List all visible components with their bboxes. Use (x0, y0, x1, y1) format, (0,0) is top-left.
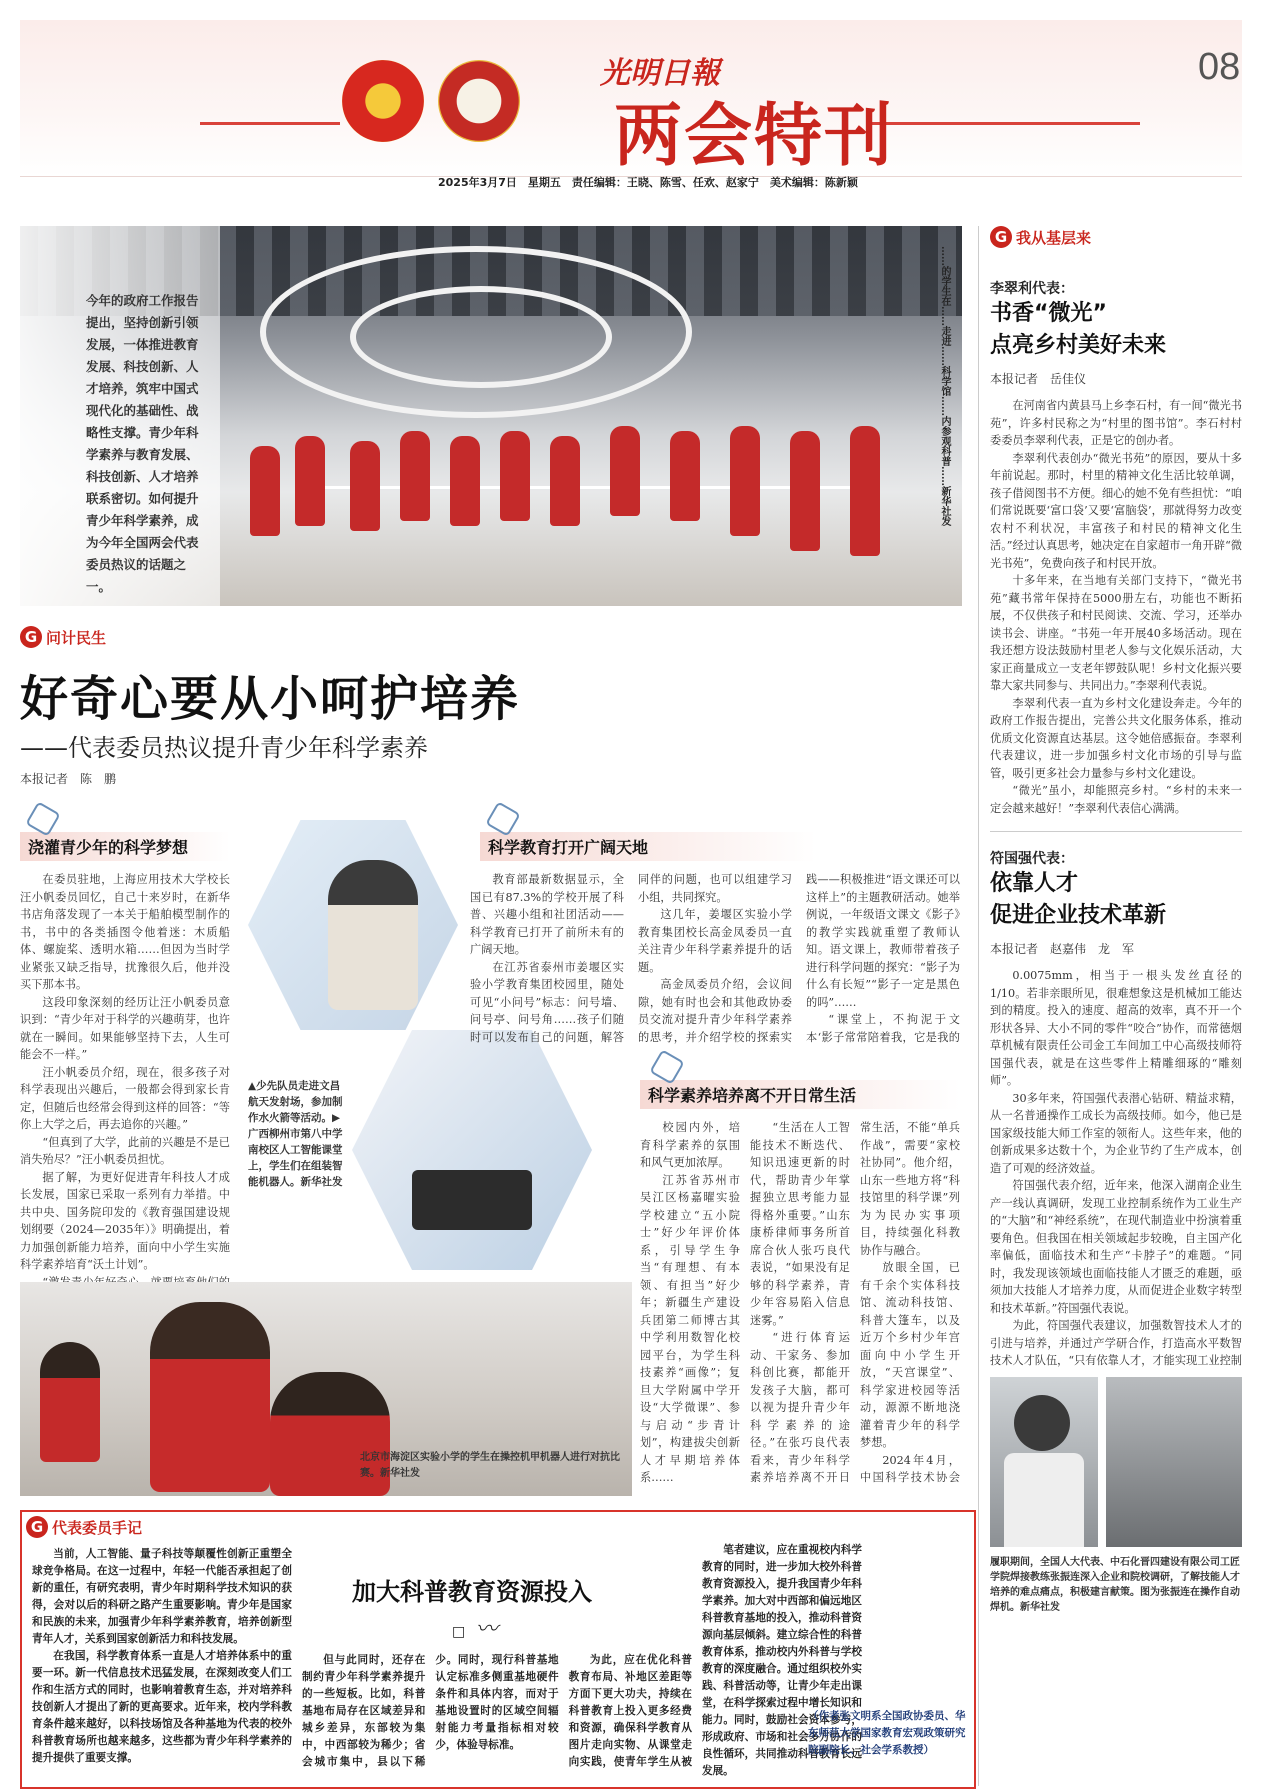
special-issue-title: 两会特刊 (614, 97, 895, 176)
essay-author-note: （作者张文明系全国政协委员、华东师范大学国家教育宏观政策研究院副院长、社会学系教授） (808, 1710, 966, 1756)
guangming-g-icon: G (20, 626, 42, 648)
section-3-paragraph: 江苏省苏州市吴江区杨嘉曜实验学校建立“五小院士”好少年评价体系，引导学生争当“有理想、有本领、有担当”好少年；新疆生产建设兵团第二师博古其中学利用数智化校园平台，为学生科技素养“画像”；复旦大学附属中学开设“大学微课”、参与启动“步青计划”，构建拔尖创新人才早期培养体系…… (640, 1173, 740, 1484)
photo-student (150, 1302, 270, 1492)
section-2-paragraph: 高金凤委员介绍，会议间隙，她有时也会和其他政协委员交流对提升青少年科学素养的思考，并介绍学校的探索实践——积极推进“语文课还可以这样上”的主题教研活动。她举例说，一年级语文课文《影子》的教学实践就重塑了教师认知。语文课上，教师带着孩子进行科学问题的探究：“影子为什么有长短”“影子一定是黑色的吗”…… (638, 873, 960, 1044)
story1-title-line2: 点亮乡村美好未来 (990, 333, 1167, 358)
photo-robot-kit (412, 1170, 532, 1230)
photo-student (295, 436, 325, 526)
sidebar (990, 226, 1242, 1615)
lead-paragraph: 今年的政府工作报告提出，坚持创新引领发展，一体推进教育发展、科技创新、人才培养，筑牢中国式现代化的基础性、战略性支撑。青少年科学素养与教育发展、科技创新、人才培养联系密切。如何提升青少年科学素养，成为今年全国两会代表委员热议的话题之一。 (86, 293, 199, 594)
bottom-photo-caption: 北京市海淀区实验小学的学生在操控机甲机器人进行对抗比赛。新华社发 (360, 1452, 620, 1479)
story2-byline: 本报记者 赵嘉伟 龙 军 (990, 942, 1135, 956)
essay-box (20, 1510, 976, 1789)
photo-student (500, 431, 530, 521)
section-2-paragraph: “课堂上，不拘泥于文本‘影子常常陪着我，它是我的 (806, 1013, 960, 1044)
photo-student (790, 431, 820, 551)
essay-paragraph: 但与此同时，还存在制约青少年科学素养提升的一些短板。比如，科普基地布局存在区域差异和城乡差异，东部较为集中，中西部较为稀少；省会城市集中，县以下稀少。同时，现行科普基地认定标准多侧重基地硬件条件和具体内容，而对于基地设置时的区域空间辐射能力考量指标相对较少，体验导标准。 (302, 1654, 559, 1768)
author-signature-scribble: 〰 (475, 1617, 498, 1642)
photo-student (550, 436, 580, 526)
sidebar-tag-label: 我从基层来 (1016, 228, 1092, 247)
photo-worker-body (1004, 1453, 1084, 1547)
banner-rule-left (200, 122, 340, 125)
essay-paragraph: 在我国，科学教育体系一直是人才培养体系中的重要一环。新一代信息技术迅猛发展，在深刻改变人们工作和生活方式的同时，也影响着教育生态，并对培养科技创新人才提出了新的更高要求。近年来，校内学科教育条件越来越好，以科技场馆及各种基地为代表的校外科普教育场所也越来越多，这些都为青少年科学素养的提升提供了重要支撑。 (32, 1650, 292, 1764)
photo-student (350, 441, 380, 531)
author-square-mark: □ (452, 1624, 466, 1640)
story2-paragraph: 30多年来，符国强代表潜心钻研、精益求精，从一名普通操作工成长为高级技师。如今，他已是国家级技能大师工作室的领衔人。这些年来，他的创新成果多达数十个，为企业节约了生产成本，创造了可观的经济效益。 (990, 1091, 1242, 1175)
column-divider (978, 226, 979, 1786)
essay-paragraph: 为此，应在优化科普教育布局、补地区差距等方面下更大功夫，持续在科普教育上投入更多经费和资源，确保科学教育从图片走向实物、从课堂走向实践，使青年学生从被 (568, 1654, 692, 1768)
section-1-heading: 浇灌青少年的科学梦想 (20, 832, 230, 861)
story2-paragraph: 符国强代表介绍，近年来，他深入湖南企业生产一线认真调研，发现工业控制系统作为工业生产的“大脑”和“神经系统”，在现代制造业中扮演着重要角色。但我国在相关领域起步较晚，自主国产化率偏低，面临技术和生产“卡脖子”的难题。“同时，我发现该领域也面临技能人才匮乏的难题，亟须加大技能人才培养力度，从而促进企业数字转型和技术革新。”符国强代表说。 (990, 1179, 1242, 1315)
photo-student (450, 436, 480, 526)
masthead-banner (20, 20, 1242, 177)
section-2-heading: 科学教育打开广阔天地 (480, 832, 816, 861)
section-1 (20, 806, 230, 1326)
section-3-paragraph: 2024年4月，中国科学技术协会 (860, 1453, 960, 1484)
photo-student (730, 426, 760, 536)
main-byline: 本报记者 陈 鹏 (20, 772, 117, 786)
photo-student (850, 426, 880, 556)
essay-title: 加大科普教育资源投入 (352, 1578, 592, 1606)
national-emblem (342, 60, 424, 142)
essay-tag-label: 代表委员手记 (52, 1518, 143, 1537)
section-2-paragraph: 这几年，姜堰区实验小学教育集团校长高金凤委员一直关注青少年科学素养提升的话题。 (638, 908, 792, 974)
story2-kicker: 符国强代表： (990, 851, 1074, 867)
section-3-paragraph: 校园内外，培育科学素养的氛围和风气更加浓厚。 (640, 1121, 740, 1169)
section-tag-jiceng (990, 226, 1242, 248)
story2-title-line2: 促进企业技术革新 (990, 903, 1167, 928)
section-tag-shouji (26, 1516, 142, 1538)
photo-student (610, 426, 640, 516)
story2-photo-caption: 履职期间，全国人大代表、中石化晋四建设有限公司工匠学院焊接教练张振连深入企业和院校调研，了解技能人才培养的难点痛点，积极建言献策。图为张振连在操作自动焊机。新华社发 (990, 1557, 1240, 1613)
guangming-g-icon: G (990, 226, 1012, 248)
newspaper-nameplate: 光明日報 (600, 56, 720, 91)
banner-rule-right (870, 122, 1140, 125)
cppcc-emblem (438, 60, 520, 142)
section-tag-wenji (20, 626, 106, 648)
bottom-photo-robot-competition (20, 1282, 632, 1496)
guangming-g-icon: G (26, 1516, 48, 1538)
essay-paragraph: 当前，人工智能、量子科技等颠覆性创新正重塑全球竞争格局。在这一过程中，年轻一代能否承担起了创新的重任，有研究表明，青少年时期科学技术知识的获得，会对以后的科研之路产生重要影响。青少年是国家和民族的未来，加强青少年科学素养教育，培养创新型青年人才，关系到国家创新活力和科技发展。 (32, 1548, 292, 1645)
section-3-paragraph: 放眼全国，已有千余个实体科技馆、流动科技馆、科普大篷车，以及近万个乡村少年宫面向中小学生开放，“天宫课堂”、科学家进校园等活动，源源不断地浇灌着青少年的科学梦想。 (860, 1261, 960, 1449)
main-headline: 好奇心要从小呵护培养 (20, 671, 521, 727)
section-3-paragraph: “生活在人工智能技术不断迭代、知识迅速更新的时代，帮助青少年掌握独立思考能力显得格外重要。”山东康桥律师事务所首席合伙人张巧良代表说，“如果没有足够的科学素养，青少年容易陷入信息迷雾。” (750, 1121, 850, 1327)
section-tag-label: 问计民生 (46, 628, 107, 647)
story1-paragraph: 李翠利代表创办“微光书苑”的原因，要从十多年前说起。那时，村里的精神文化生活比较单调，孩子借阅图书不方便。细心的她不免有些担忧：“咱们常说既要‘富口袋’又要‘富脑袋’，那就得努力改变农村不利状况，丰富孩子和村民的精神文化生活。”经过认真思考，她决定在自家超市一角开辟“微光书苑”，免费向孩子和村民开放。 (990, 451, 1242, 570)
story1-title-line1: 书香“微光” (990, 301, 1107, 326)
photo-student (670, 431, 700, 521)
story2-paragraph: 0.0075mm，相当于一根头发丝直径的1/10。若非亲眼所见，很难想象这是机械加工能达到的精度。投入的速度、超高的效率，真不开一个形状各异、大小不同的零件“咬合”协作，而常德烟草机械有限责任公司金工车间加工中心高级技师符国强代表，就是在这些零件上精雕细琢的“雕刻师”。 (990, 969, 1242, 1087)
hex-photo-robot-assembly (352, 1030, 592, 1270)
section-2-paragraph: 教育部最新数据显示，全国已有87.3%的学校开展了科普、兴趣小组和社团活动——科学教育已打开了前所未有的广阔天地。 (470, 873, 624, 956)
sidebar-divider (990, 831, 1242, 832)
hex-photo-water-rocket (248, 820, 458, 1030)
section-1-paragraph: 据了解，为更好促进青年科技人才成长发展，国家已采取一系列有力举措。中共中央、国务院印发的《教育强国建设规划纲要（2024—2035年）》明确提出，着力加强创新能力培养，面向中小学生实施科学素养培育“沃土计划”。 (20, 1170, 230, 1271)
story2-paragraph: 为此，符国强代表建议，加强数智技术人才的引进与培养，并通过产学研合作，打造高水平数智技术人才队伍，“只有依靠人才，才能实现工业控制 (990, 1319, 1242, 1367)
section-1-paragraph: 这段印象深刻的经历让汪小帆委员意识到：“青少年对于科学的兴趣萌芽，也许就在一瞬间。如果能够坚持下去，人生可能会不一样。” (20, 995, 230, 1061)
photo-child-figure (328, 860, 418, 1010)
section-3 (640, 1054, 960, 1497)
welder-photo (990, 1377, 1098, 1547)
story1-paragraph: “微光”虽小，却能照亮乡村。“乡村的未来一定会越来越好！”李翠利代表信心满满。 (990, 784, 1242, 815)
story1-kicker: 李翠利代表： (990, 281, 1074, 297)
photo-student (40, 1342, 100, 1462)
hex-photos-caption: ▲少先队员走进文昌航天发射场，参加制作水火箭等活动。▶广西柳州市第八中学南校区人工智能课堂上，学生们在组装智能机器人。新华社发 (248, 1080, 343, 1188)
main-subhead: ——代表委员热议提升青少年科学素养 (20, 734, 428, 762)
essay-author-mark (452, 1612, 498, 1643)
photo-student (250, 446, 280, 536)
photo-welding-helmet (1014, 1395, 1070, 1451)
photo-spiral-inner (350, 286, 612, 388)
main-photo-caption: ……的学生在……走进……科学馆……内参观科普……新华社发 (939, 246, 950, 526)
story1-paragraph: 李翠利代表一直为乡村文化建设奔走。今年的政府工作报告提出，完善公共文化服务体系，推动优质文化资源直达基层。这令她倍感振奋。李翠利代表建议，进一步加强乡村文化市场的引导与监管，吸引更多社会力量参与乡村文化建设。 (990, 696, 1242, 780)
section-2 (470, 806, 960, 1059)
section-3-paragraph: “进行体育运动、干家务、参加科创比赛，都能开发孩子大脑，都可以视为提升青少年科学素养的途径。”在张巧良代表看来，青少年科学素养培养离不开日常生活，不能“单兵作战”，需要“家校社协同”。他介绍，山东一些地方将“科技馆里的科学课”列为为民办实事项目，持续强化科教协作与融合。 (750, 1121, 960, 1484)
section-2-paragraph: 在江苏省泰州市姜堰区实验小学教育集团校园里，随处可见“小问号”标志：问号墙、问号亭、问号角……孩子们随时可以发布自己的问题，解答同伴的问题，也可以组建学习小组，共同探究。 (470, 873, 792, 1044)
story1-paragraph: 在河南省内黄县马上乡李石村，有一间“微光书苑”，许多村民称之为“村里的图书馆”。李石村村委委员李翠利代表，正是它的创办者。 (990, 399, 1242, 447)
story1-paragraph: 十多年来，在当地有关部门支持下，“微光书苑”藏书常年保持在5000册左右，功能也不断拓展，不仅供孩子和村民阅读、交流、学习，还举办读书会、讲座。“书苑一年开展40多场活动。现在我还想方设法鼓励村里老人参与文化娱乐活动，大家正商量成立一支老年锣鼓队呢！乡村文化振兴要靠大家共同参与、共同出力。”李翠利代表说。 (990, 574, 1242, 692)
photo-student (400, 431, 430, 521)
page-number: 08 (1198, 46, 1241, 88)
section-1-paragraph: 汪小帆委员介绍，现在，很多孩子对科学表现出兴趣后，一般都会得到家长肯定，但随后也经常会得到这样的回答：“等你上大学之后，再去追你的兴趣。” (20, 1065, 230, 1131)
dateline: 2025年3月7日 星期五 责任编辑：王晓、陈雪、任欢、赵家宁 美术编辑：陈新颖 (438, 176, 858, 189)
section-3-heading: 科学素养培养离不开日常生活 (640, 1080, 960, 1109)
section-1-paragraph: “但真到了大学，此前的兴趣是不是已消失殆尽？”汪小帆委员担忧。 (20, 1135, 230, 1166)
story2-title-line1: 依靠人才 (990, 871, 1079, 896)
story1-byline: 本报记者 岳佳仪 (990, 372, 1087, 386)
welding-machine-photo (1106, 1377, 1242, 1547)
section-1-paragraph: 在委员驻地，上海应用技术大学校长汪小帆委员回忆，自己十来岁时，在新华书店角落发现了一本关于船舶模型制作的书，书中的各类插图令他着迷：木质船体、螺旋桨、透明水箱……但因为当时学业紧张又缺乏指导，扰豫很久后，他并没买下那本书。 (20, 873, 230, 991)
essay-paragraph: 笔者建议，应在重视校内科学教育的同时，进一步加大校外科普教育资源投入，提升我国青少年科学素养。加大对中西部和偏远地区科普教育基地的投入，推动科普资源向基层倾斜。建立综合性的科普教育体系，推动校内外科普与学校教育的深度融合。通过组织校外实践、科普活动等，让青少年走出课堂，在科学探索过程中增长知识和能力。同时，鼓励社会资本参与，形成政府、市场和社会多方协作的良性循环，共同推动科普教育长远发展。 (702, 1544, 862, 1777)
